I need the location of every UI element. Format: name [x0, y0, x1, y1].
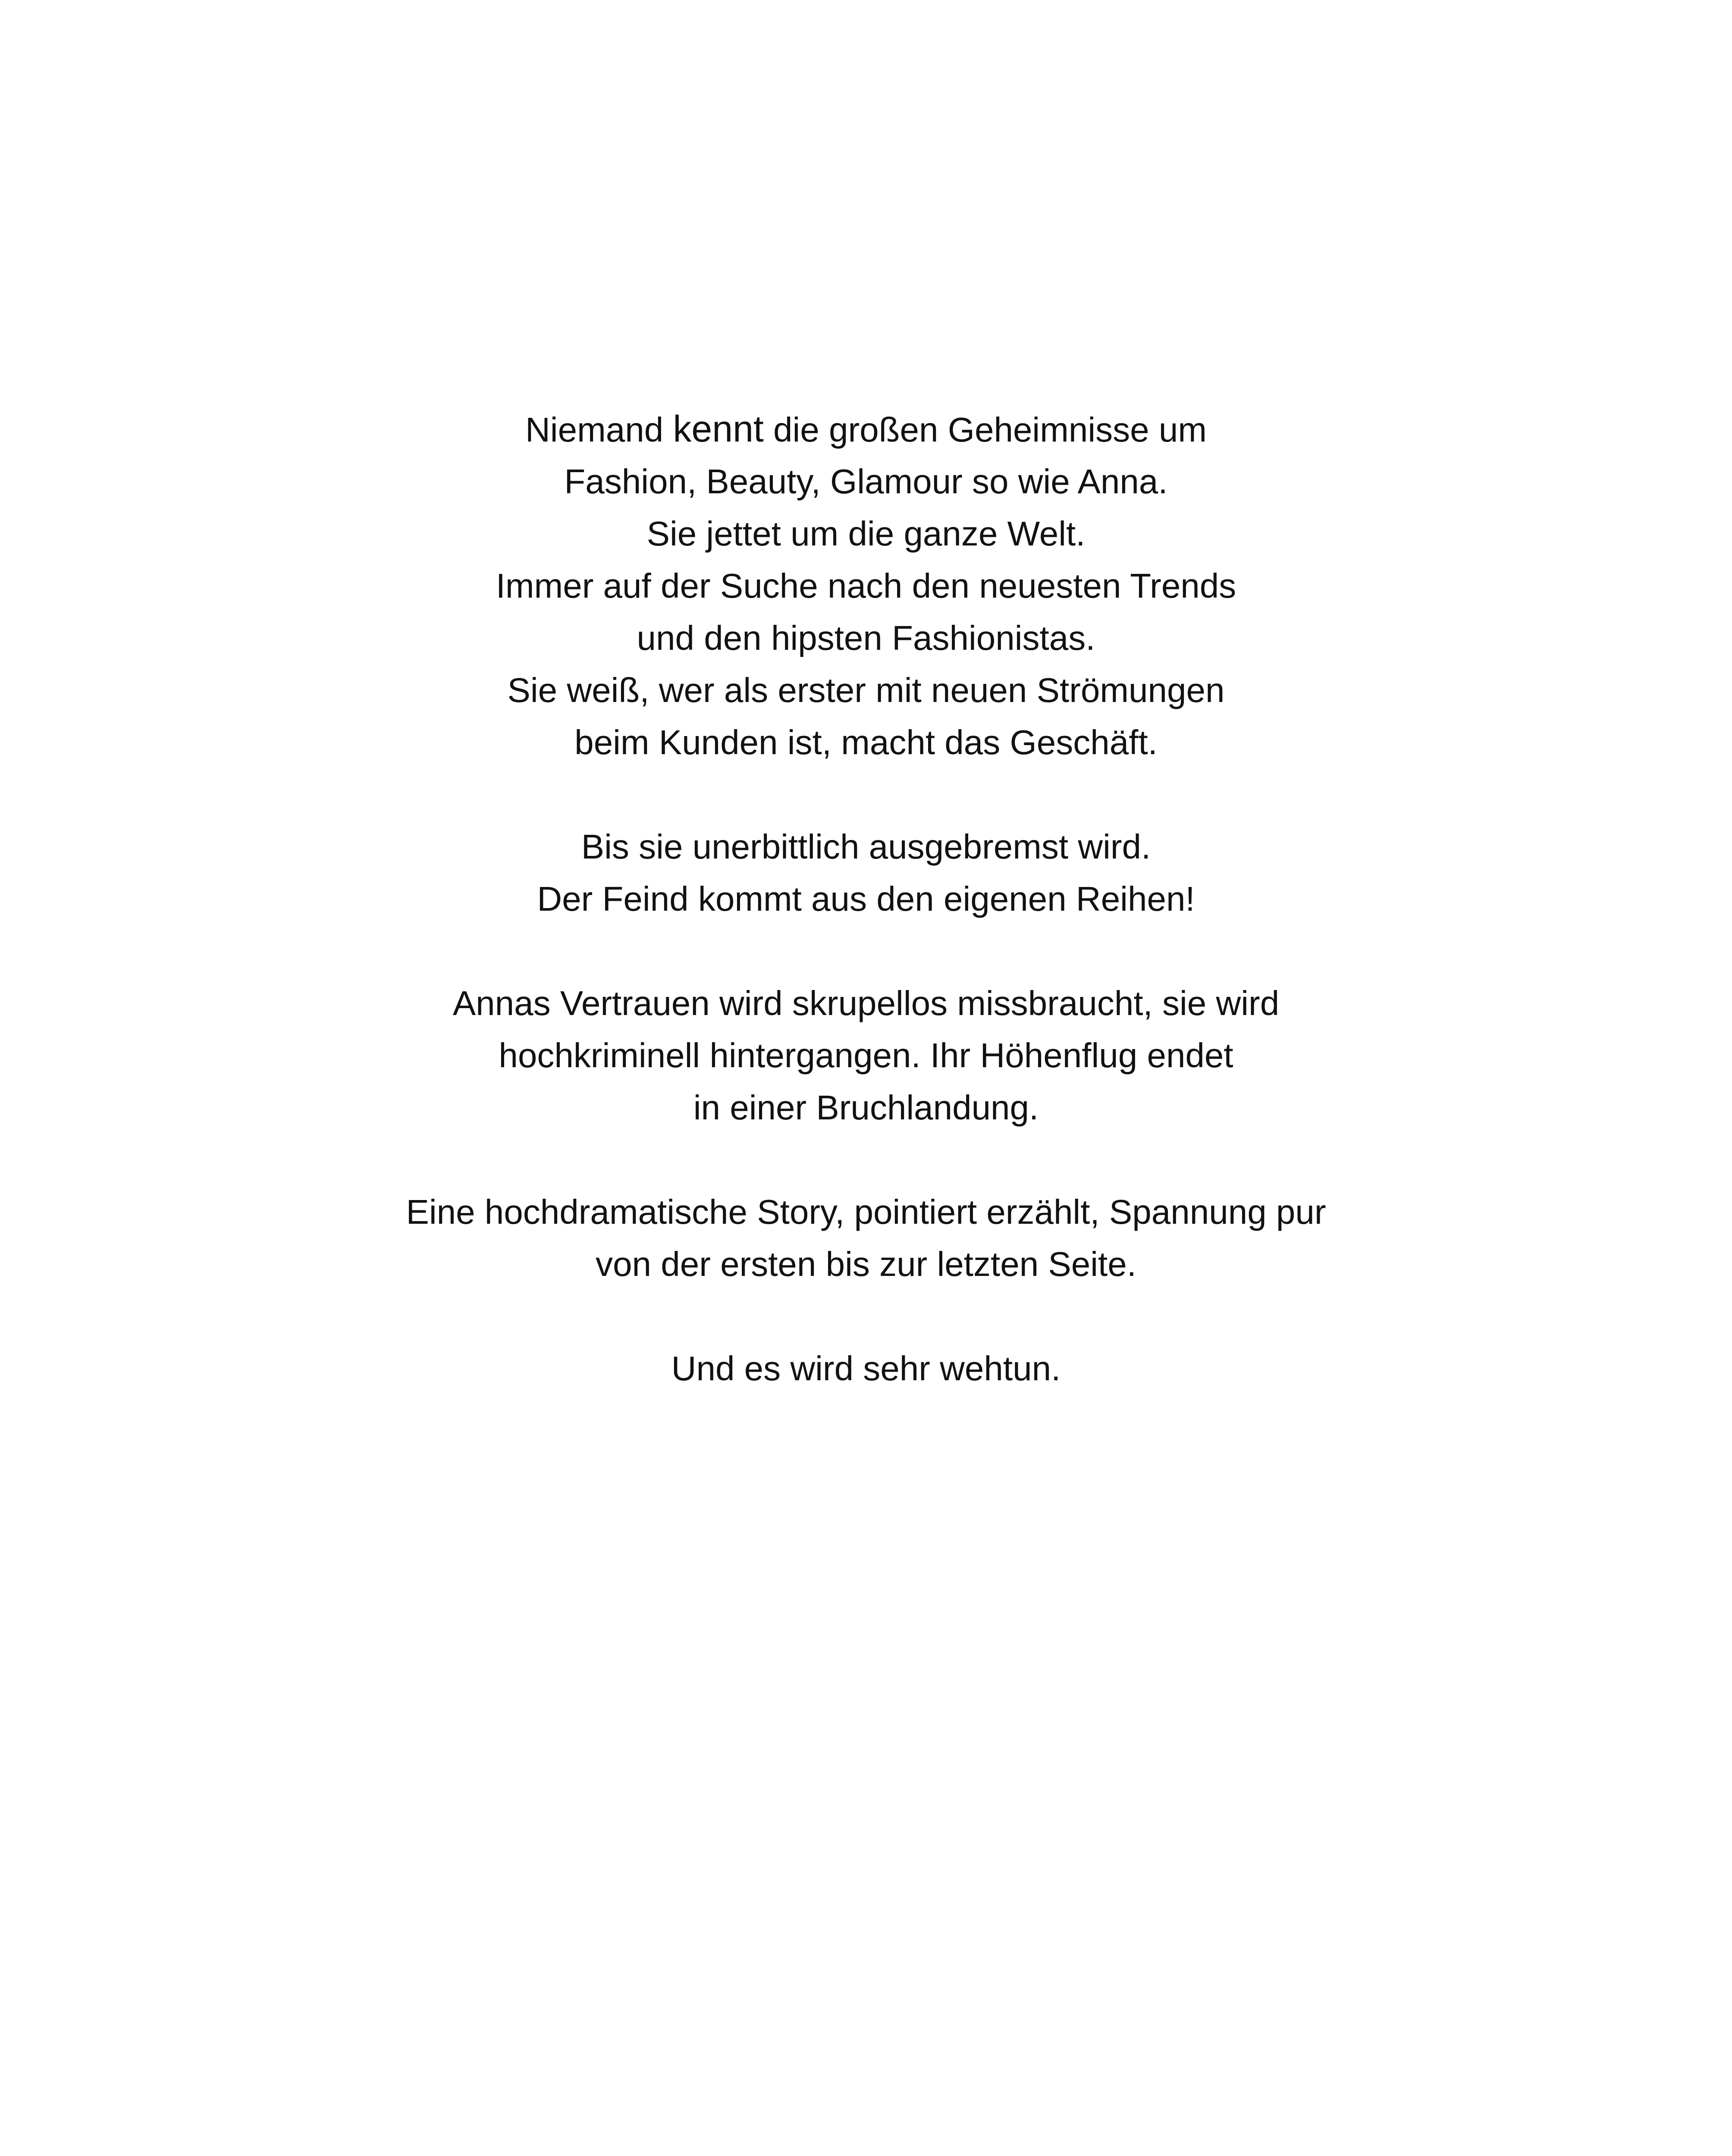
stanza-5: [0, 1342, 1732, 1395]
stanza-4: [0, 1186, 1732, 1290]
emphasized-word: kennt: [673, 408, 764, 450]
text-line: Sie weiß, wer als erster mit neuen Strömungen: [507, 671, 1225, 709]
text-line: Der Feind kommt aus den eigenen Reihen!: [537, 880, 1195, 918]
blurb-text: [0, 403, 1732, 1447]
text-line: Immer auf der Suche nach den neuesten Trends: [496, 567, 1236, 605]
text-fragment: Niemand: [525, 411, 673, 449]
text-line: [0, 403, 1732, 455]
stanza-2: [0, 821, 1732, 925]
text-line: Eine hochdramatische Story, pointiert erzählt, Spannung pur: [406, 1193, 1326, 1231]
stanza-3: [0, 977, 1732, 1134]
text-line: und den hipsten Fashionistas.: [637, 619, 1095, 657]
text-line: hochkriminell hintergangen. Ihr Höhenflug endet: [499, 1036, 1233, 1075]
text-line: Und es wird sehr wehtun.: [671, 1349, 1061, 1388]
text-line: Sie jettet um die ganze Welt.: [646, 514, 1086, 553]
text-line: in einer Bruchlandung.: [693, 1088, 1039, 1127]
text-line: Bis sie unerbittlich ausgebremst wird.: [581, 827, 1151, 866]
text-line: beim Kunden ist, macht das Geschäft.: [574, 723, 1158, 761]
text-line: von der ersten bis zur letzten Seite.: [596, 1245, 1136, 1283]
text-line: Annas Vertrauen wird skrupellos missbraucht, sie wird: [452, 984, 1280, 1022]
text-line: Fashion, Beauty, Glamour so wie Anna.: [564, 462, 1168, 501]
text-fragment: die großen Geheimnisse um: [763, 411, 1207, 449]
stanza-1: [0, 403, 1732, 768]
